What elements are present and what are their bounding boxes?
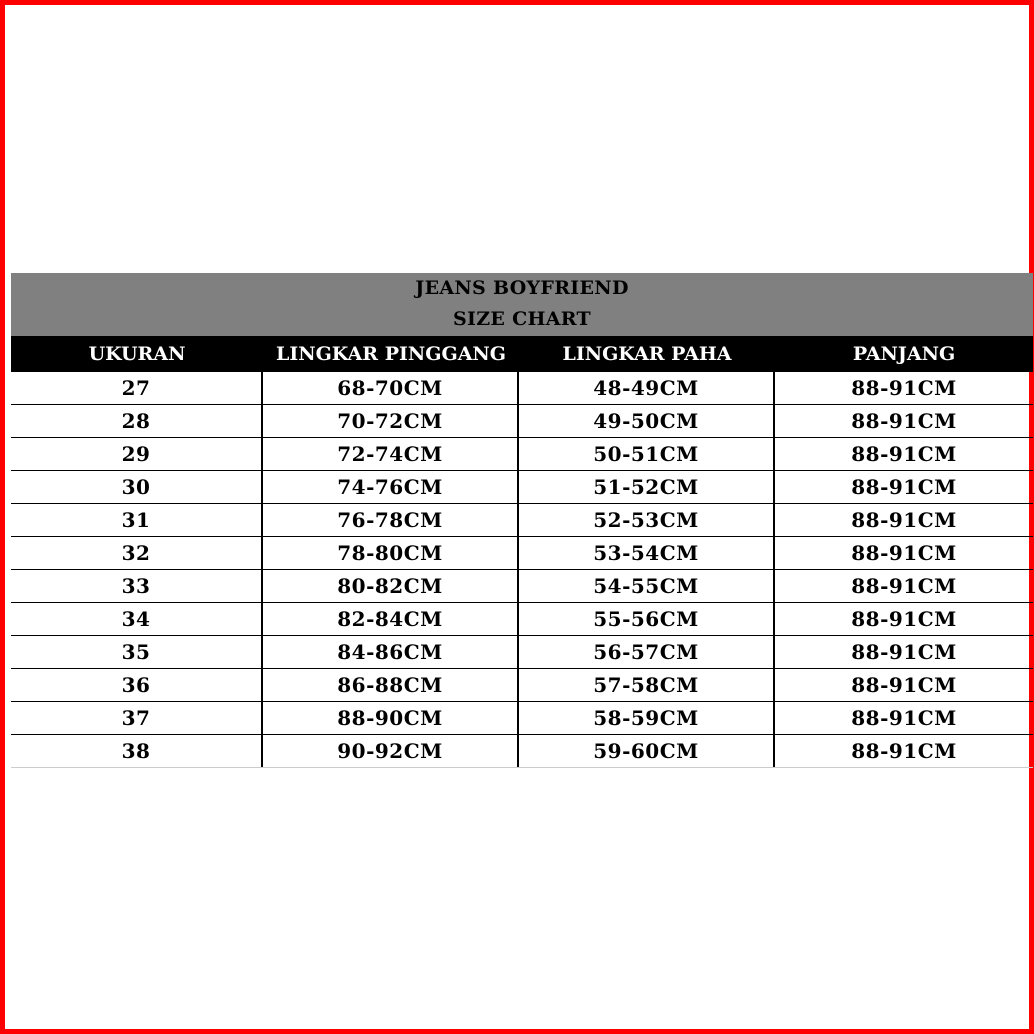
chart-title-block — [11, 273, 1033, 336]
cell-lingkar-paha: 54-55CM — [519, 570, 775, 602]
cell-panjang: 88-91CM — [851, 706, 957, 730]
cell-ukuran: 30 — [11, 471, 263, 503]
cell-panjang: 88-91CM — [851, 376, 957, 400]
cell-lingkar-pinggang: 68-70CM — [263, 372, 519, 404]
cell-panjang: 88-91CM — [851, 739, 957, 763]
header-panjang: PANJANG — [852, 343, 956, 365]
table-row — [11, 603, 1033, 636]
cell-panjang: 88-91CM — [851, 442, 957, 466]
table-row — [11, 735, 1033, 768]
header-lingkar-pinggang: LINGKAR PINGGANG — [275, 343, 507, 365]
table-row — [11, 405, 1033, 438]
cell-lingkar-paha: 48-49CM — [519, 372, 775, 404]
cell-lingkar-paha: 55-56CM — [519, 603, 775, 635]
cell-lingkar-paha: 58-59CM — [519, 702, 775, 734]
table-row — [11, 636, 1033, 669]
cell-ukuran: 35 — [11, 636, 263, 668]
cell-lingkar-paha: 57-58CM — [519, 669, 775, 701]
cell-lingkar-paha: 52-53CM — [519, 504, 775, 536]
chart-subtitle: SIZE CHART — [453, 308, 591, 330]
cell-ukuran: 38 — [11, 735, 263, 767]
header-row — [11, 336, 1033, 372]
cell-ukuran: 37 — [11, 702, 263, 734]
cell-lingkar-paha: 56-57CM — [519, 636, 775, 668]
table-row — [11, 537, 1033, 570]
cell-lingkar-pinggang: 74-76CM — [263, 471, 519, 503]
cell-lingkar-pinggang: 76-78CM — [263, 504, 519, 536]
table-row — [11, 438, 1033, 471]
cell-lingkar-pinggang: 80-82CM — [263, 570, 519, 602]
header-lingkar-paha: LINGKAR PAHA — [562, 343, 732, 365]
cell-ukuran: 31 — [11, 504, 263, 536]
cell-panjang: 88-91CM — [851, 574, 957, 598]
header-ukuran: UKURAN — [88, 343, 186, 365]
cell-lingkar-paha: 51-52CM — [519, 471, 775, 503]
cell-lingkar-pinggang: 88-90CM — [263, 702, 519, 734]
cell-panjang: 88-91CM — [851, 640, 957, 664]
cell-ukuran: 32 — [11, 537, 263, 569]
cell-panjang: 88-91CM — [851, 409, 957, 433]
cell-panjang: 88-91CM — [851, 508, 957, 532]
table-row — [11, 669, 1033, 702]
table-body — [11, 372, 1033, 768]
cell-lingkar-pinggang: 84-86CM — [263, 636, 519, 668]
table-row — [11, 570, 1033, 603]
cell-ukuran: 36 — [11, 669, 263, 701]
cell-panjang: 88-91CM — [851, 475, 957, 499]
table-row — [11, 372, 1033, 405]
cell-lingkar-paha: 59-60CM — [519, 735, 775, 767]
table-row — [11, 504, 1033, 537]
cell-lingkar-paha: 53-54CM — [519, 537, 775, 569]
cell-ukuran: 33 — [11, 570, 263, 602]
cell-lingkar-pinggang: 82-84CM — [263, 603, 519, 635]
cell-ukuran: 34 — [11, 603, 263, 635]
cell-ukuran: 28 — [11, 405, 263, 437]
cell-panjang: 88-91CM — [851, 607, 957, 631]
size-chart-table — [11, 273, 1033, 768]
table-row — [11, 702, 1033, 735]
cell-lingkar-pinggang: 86-88CM — [263, 669, 519, 701]
cell-ukuran: 29 — [11, 438, 263, 470]
cell-panjang: 88-91CM — [851, 673, 957, 697]
table-row — [11, 471, 1033, 504]
cell-lingkar-pinggang: 90-92CM — [263, 735, 519, 767]
cell-lingkar-paha: 50-51CM — [519, 438, 775, 470]
cell-lingkar-pinggang: 78-80CM — [263, 537, 519, 569]
cell-panjang: 88-91CM — [851, 541, 957, 565]
cell-lingkar-paha: 49-50CM — [519, 405, 775, 437]
cell-lingkar-pinggang: 72-74CM — [263, 438, 519, 470]
chart-title: JEANS BOYFRIEND — [415, 277, 629, 299]
cell-lingkar-pinggang: 70-72CM — [263, 405, 519, 437]
cell-ukuran: 27 — [11, 372, 263, 404]
